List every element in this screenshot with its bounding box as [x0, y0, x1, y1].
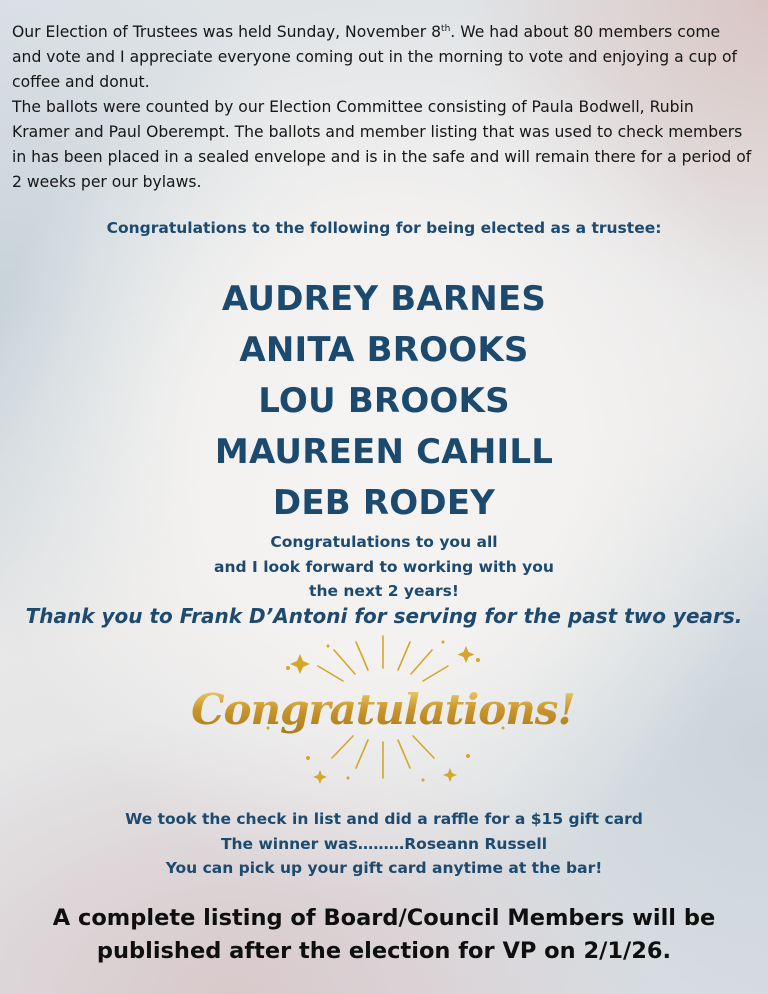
trustee-subheading: Congratulations to the following for being elected as a trustee:: [106, 219, 662, 237]
raffle-info: We took the check in list and did a raffle for a $15 gift card The winner was………Roseann Russell You can pick up your gift card anytime at the bar!: [125, 810, 643, 877]
footer-notice: A complete listing of Board/Council Members will be published after the election for VP on 2/1/26.: [52, 905, 716, 964]
trustee-names-list: [0, 274, 768, 529]
trustee-name: DEB RODEY: [272, 483, 496, 523]
intro-paragraph-2: The ballots were counted by our Election Committee consisting of Paula Bodwell, Rubin Kramer and Paul Oberempt. The ballots and member listing that was used to check members in has been placed in a sealed envelope and is in the safe and will remain there for a period of 2 weeks per our bylaws.: [12, 98, 752, 191]
congratulations-script-text: Congratulations!: [191, 685, 575, 734]
trustee-name: AUDREY BARNES: [221, 279, 547, 319]
trustee-name: MAUREEN CAHILL: [214, 432, 554, 472]
thanks-message: Thank you to Frank D’Antoni for serving for the past two years.: [25, 604, 743, 628]
congrats-message: Congratulations to you all and I look forward to working with you the next 2 years!: [214, 533, 554, 600]
intro-paragraph-1: Our Election of Trustees was held Sunday, November 8th. We had about 80 members come and vote and I appreciate everyone coming out in the morning to vote and enjoying a cup of coffee and donut.: [12, 23, 738, 91]
trustee-name: LOU BROOKS: [258, 381, 510, 421]
trustee-name: ANITA BROOKS: [239, 330, 529, 370]
intro-text: [12, 20, 752, 195]
congratulations-graphic: [191, 628, 575, 788]
